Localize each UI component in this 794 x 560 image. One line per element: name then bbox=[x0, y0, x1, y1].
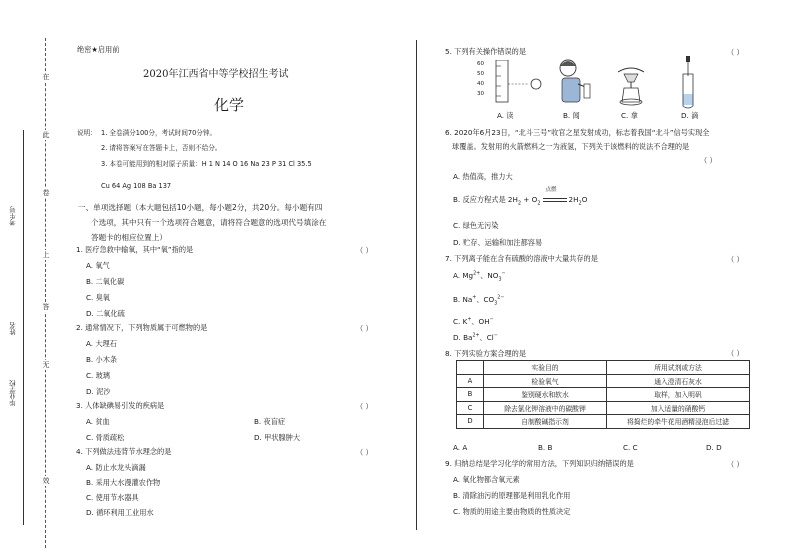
q6-option-c: C. 绿色无污染 bbox=[453, 221, 499, 230]
table-row bbox=[457, 374, 750, 388]
q6-b-sub-h2: 2 bbox=[517, 200, 522, 207]
q3-option-b: B. 夜盲症 bbox=[254, 417, 286, 426]
q5-stem: 5. 下列有关操作错误的是 bbox=[445, 47, 527, 56]
q2-option-a: A. 大理石 bbox=[86, 339, 117, 348]
q5-figure-smelling bbox=[554, 58, 594, 108]
table-cell: 将捣烂的牵牛花用酒精浸泡后过滤 bbox=[607, 415, 750, 429]
q7-a-ion2: 、NO bbox=[480, 271, 499, 280]
q5-figure-holding bbox=[614, 58, 648, 108]
seal-char: 上 bbox=[42, 251, 50, 259]
column-divider bbox=[416, 40, 417, 530]
q3-option-a: A. 贫血 bbox=[86, 417, 110, 426]
q4-option-b: B. 采用大水漫灌农作物 bbox=[86, 478, 161, 487]
q9-option-a: A. 氧化物都含氧元素 bbox=[453, 475, 520, 484]
q7-answer-paren[interactable]: （ ） bbox=[727, 255, 744, 264]
seal-char: 卷 bbox=[42, 189, 50, 197]
table-header-cell bbox=[457, 361, 484, 375]
q9-answer-paren[interactable]: （ ） bbox=[727, 460, 744, 469]
q5-option-d: D. 滴 bbox=[681, 111, 699, 120]
q6-b-sub-o2: 2 bbox=[537, 200, 541, 207]
q5-option-c: C. 拿 bbox=[621, 111, 638, 120]
q7-a-sup1: 2+ bbox=[473, 271, 481, 277]
q8-option-d: D. D bbox=[706, 443, 722, 452]
q7-c-sup1: + bbox=[467, 317, 472, 323]
q6-option-b bbox=[453, 187, 588, 207]
q3-answer-paren[interactable]: （ ） bbox=[356, 402, 373, 411]
q7-d-ion1: D. Ba bbox=[453, 333, 473, 342]
q5-figure-reading bbox=[488, 60, 548, 106]
table-cell: 检验氧气 bbox=[484, 374, 607, 388]
q4-answer-paren[interactable]: （ ） bbox=[356, 448, 373, 457]
q6-option-a: A. 热值高，推力大 bbox=[453, 172, 513, 181]
table-cell: B bbox=[457, 388, 484, 402]
q1-option-c: C. 臭氧 bbox=[86, 293, 110, 302]
q7-b-ion2: 、CO bbox=[476, 295, 495, 304]
q9-option-c: C. 物质的用途主要由物质的性质决定 bbox=[453, 507, 571, 516]
q2-stem: 2. 通常情况下，下列物质属于可燃物的是 bbox=[76, 323, 208, 332]
q8-table bbox=[456, 360, 750, 429]
q6-answer-paren[interactable]: （ ） bbox=[700, 156, 717, 165]
scale-30: 30 bbox=[477, 91, 484, 97]
scale-50: 50 bbox=[477, 71, 484, 77]
q7-a-ion1: A. Mg bbox=[453, 271, 474, 280]
q8-answer-paren[interactable]: （ ） bbox=[727, 349, 744, 358]
seal-char: 无 bbox=[42, 361, 50, 369]
q7-a-sup2: − bbox=[501, 271, 506, 277]
exam-title: 2020年江西省中等学校招生考试 bbox=[143, 69, 289, 80]
q7-a-sub2: 3 bbox=[498, 277, 502, 283]
table-row bbox=[457, 388, 750, 402]
q3-stem: 3. 人体缺碘易引发的疾病是 bbox=[76, 401, 165, 410]
note-3: 3. 本卷可能用到的相对原子质量：H 1 N 14 O 16 Na 23 P 31 Cl 35.5 bbox=[101, 160, 312, 168]
q6-option-d: D. 贮存、运输和加注都容易 bbox=[453, 238, 543, 247]
table-cell: C bbox=[457, 401, 484, 415]
table-header-cell: 实验目的 bbox=[484, 361, 607, 375]
scale-40: 40 bbox=[477, 81, 484, 87]
q3-option-c: C. 骨质疏松 bbox=[86, 433, 125, 442]
q1-stem: 1. 医疗急救中输氧，其中“氧”指的是 bbox=[76, 245, 194, 254]
q2-option-b: B. 小木条 bbox=[86, 355, 118, 364]
q2-option-d: D. 泥沙 bbox=[86, 387, 111, 396]
secret-mark: 绝密★启用前 bbox=[77, 45, 120, 54]
table-cell: 鉴别硬水和软水 bbox=[484, 388, 607, 402]
q7-d-ion2: 、Cl bbox=[479, 333, 494, 342]
notes-label: 说明： bbox=[77, 129, 97, 137]
table-row bbox=[457, 415, 750, 429]
binding-label: 姓名 bbox=[9, 322, 17, 335]
q1-option-b: B. 二氧化碳 bbox=[86, 277, 125, 286]
q2-option-c: C. 玻璃 bbox=[86, 371, 110, 380]
q7-option-d bbox=[453, 334, 498, 341]
q7-b-sup2: 2− bbox=[497, 295, 505, 301]
q8-option-a: A. A bbox=[453, 443, 468, 452]
q5-option-b: B. 闻 bbox=[563, 111, 580, 120]
q6-stem-line1: 6. 2020年6月23日，“北斗三号”收官之星发射成功，标志着我国“北斗”信号实现全 bbox=[445, 128, 710, 137]
scale-60: 60 bbox=[477, 61, 484, 67]
table-row bbox=[457, 401, 750, 415]
table-cell: D bbox=[457, 415, 484, 429]
binding-label: 毕业学校 bbox=[9, 380, 17, 406]
seal-line bbox=[45, 38, 46, 548]
seal-char: 效 bbox=[42, 477, 50, 485]
q7-option-a bbox=[453, 272, 506, 283]
q4-option-d: D. 循环利用工业用水 bbox=[86, 508, 154, 517]
q7-b-sup1: + bbox=[472, 295, 477, 301]
q6-stem-line2: 球覆盖。发射用的火箭燃料之一为液氢，下列关于该燃料的说法不合理的是 bbox=[452, 142, 690, 151]
q8-option-c: C. C bbox=[623, 443, 638, 452]
q4-option-a: A. 防止水龙头滴漏 bbox=[86, 463, 146, 472]
q6-b-sub-product: 2 bbox=[578, 200, 582, 207]
q7-d-sup2: − bbox=[493, 333, 498, 339]
q7-b-sub2: 3 bbox=[494, 301, 498, 307]
note-2: 2. 请将答案写在答题卡上，否则不给分。 bbox=[101, 144, 222, 152]
q5-answer-paren[interactable]: （ ） bbox=[727, 48, 744, 57]
q3-option-d: D. 甲状腺肿大 bbox=[254, 433, 301, 442]
q5-option-a: A. 读 bbox=[497, 111, 514, 120]
table-cell: 自制酸碱指示剂 bbox=[484, 415, 607, 429]
q7-stem: 7. 下列离子能在含有硫酸的溶液中大量共存的是 bbox=[445, 254, 598, 263]
q1-answer-paren[interactable]: （ ） bbox=[356, 246, 373, 255]
q6-b-product-tail: O bbox=[581, 195, 588, 204]
note-1: 1. 全卷满分100分，考试时间70分钟。 bbox=[101, 129, 217, 137]
table-cell: 加入适量的硝酸钙 bbox=[607, 401, 750, 415]
table-cell: 取样，加入明矾 bbox=[607, 388, 750, 402]
q6-b-plus-o: + O bbox=[521, 195, 538, 204]
q7-d-sup1: 2+ bbox=[472, 333, 480, 339]
q7-c-sup2: − bbox=[489, 317, 494, 323]
q7-option-c bbox=[453, 318, 494, 325]
q8-option-b: B. B bbox=[538, 443, 553, 452]
q7-c-ion2: 、OH bbox=[471, 317, 490, 326]
q5-figure-dropping bbox=[678, 56, 698, 110]
q1-option-a: A. 氧气 bbox=[86, 261, 110, 270]
q6-b-prefix: B. 反应方程式是 2H bbox=[453, 195, 518, 204]
table-cell: 除去氯化钾溶液中的碳酸钾 bbox=[484, 401, 607, 415]
q4-option-c: C. 使用节水器具 bbox=[86, 493, 139, 502]
reaction-condition: 点燃 bbox=[545, 187, 557, 193]
q8-stem: 8. 下列实验方案合理的是 bbox=[445, 349, 527, 358]
table-header-row bbox=[457, 361, 750, 375]
section1-line2: 个选项，其中只有一个选项符合题意，请将符合题意的选项代号填涂在 bbox=[91, 218, 327, 227]
q6-b-product: 2H bbox=[568, 195, 579, 204]
seal-char: 答 bbox=[42, 303, 50, 311]
section1-line1: 一、单项选择题（本大题包括10小题，每小题2分，共20分。每小题有四 bbox=[78, 203, 323, 212]
table-header-cell: 所用试剂或方法 bbox=[607, 361, 750, 375]
note-4: Cu 64 Ag 108 Ba 137 bbox=[101, 182, 172, 190]
q7-b-ion1: B. Na bbox=[453, 295, 473, 304]
table-cell: A bbox=[457, 374, 484, 388]
q9-stem: 9. 归纳总结是学习化学的常用方法，下列知识归纳错误的是 bbox=[445, 459, 634, 468]
table-cell: 通入澄清石灰水 bbox=[607, 374, 750, 388]
q2-answer-paren[interactable]: （ ） bbox=[356, 324, 373, 333]
section1-line3: 答题卡的相应位置上） bbox=[91, 233, 167, 242]
binding-line bbox=[23, 130, 24, 525]
q7-option-b bbox=[453, 296, 504, 307]
q1-option-d: D. 二氧化硫 bbox=[86, 309, 125, 318]
seal-char: 此 bbox=[42, 131, 50, 139]
reaction-arrow bbox=[542, 187, 568, 203]
q9-option-b: B. 清除油污的原理都是利用乳化作用 bbox=[453, 491, 571, 500]
binding-label: 考生号 bbox=[9, 206, 17, 226]
q4-stem: 4. 下列做法违背节水理念的是 bbox=[76, 447, 172, 456]
q7-c-ion1: C. K bbox=[453, 317, 468, 326]
seal-char: 在 bbox=[42, 73, 50, 81]
subject-title: 化学 bbox=[214, 96, 245, 114]
reaction-arrow-line bbox=[543, 198, 567, 202]
